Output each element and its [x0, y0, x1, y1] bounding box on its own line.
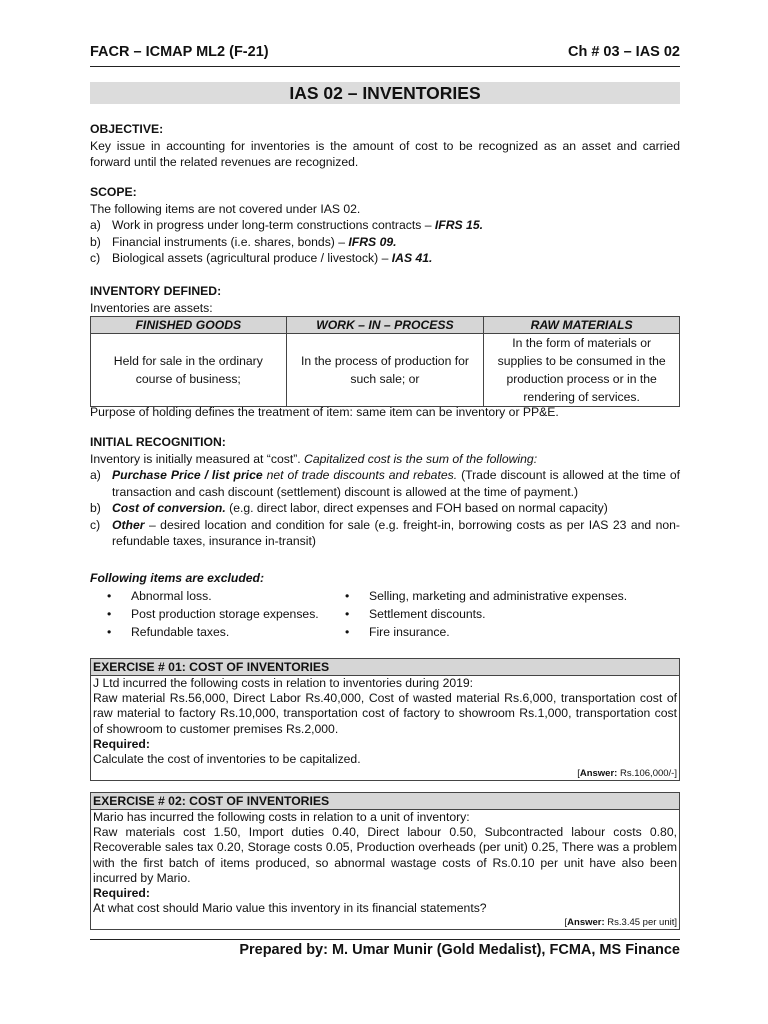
- exercise-2-intro: Mario has incurred the following costs in relation to a unit of inventory:: [93, 810, 470, 824]
- list-marker: c): [90, 517, 101, 532]
- cost-item-italic: net of trade discounts and rebates.: [262, 468, 458, 482]
- cost-item: [90, 500, 680, 517]
- scope-section: [90, 184, 680, 267]
- scope-intro: The following items are not covered under IAS 02.: [90, 201, 361, 216]
- scope-item-ref: IFRS 09.: [348, 234, 397, 249]
- exercise-1-required-label: Required:: [93, 736, 150, 751]
- answer-value: Rs.3.45 per unit: [607, 917, 675, 929]
- scope-item-ref: IFRS 15.: [434, 218, 483, 232]
- list-marker: b): [90, 234, 101, 249]
- excluded-item: • Abnormal loss.: [107, 587, 319, 605]
- list-marker: a): [90, 218, 101, 232]
- exercise-1-box: [90, 658, 680, 781]
- header-course: FACR – ICMAP ML2 (F-21): [90, 44, 269, 60]
- page-footer: Prepared by: M. Umar Munir (Gold Medalist), FCMA, MS Finance: [239, 942, 680, 958]
- inventory-defined-section: [90, 283, 680, 316]
- list-marker: a): [90, 468, 101, 482]
- scope-item-text: Work in progress under long-term constructions contracts –: [112, 218, 435, 232]
- exercise-2-answer: [Answer: Rs.3.45 per unit]: [564, 917, 677, 929]
- cost-item-text: (e.g. direct labor, direct expenses and FOH based on normal capacity): [225, 501, 608, 515]
- scope-item-ref: IAS 41.: [391, 251, 433, 265]
- exercise-1-body: [91, 676, 679, 767]
- exercise-2-required: At what cost should Mario value this inventory in its financial statements?: [93, 901, 487, 916]
- inventory-types-table: [90, 316, 680, 407]
- excluded-list-right: [345, 587, 627, 641]
- scope-item-text: Financial instruments (i.e. shares, bonds) –: [112, 234, 349, 249]
- scope-item: [90, 234, 680, 251]
- cost-item-title: Cost of conversion.: [112, 501, 226, 515]
- table-row: [91, 334, 680, 407]
- exercise-1-intro: J Ltd incurred the following costs in relation to inventories during 2019:: [93, 676, 474, 690]
- column-raw-materials: RAW MATERIALS: [484, 317, 680, 334]
- scope-item: [90, 217, 680, 234]
- excluded-heading-text: Following items are excluded:: [90, 571, 265, 585]
- exercise-2-body: [91, 810, 679, 916]
- exercise-1-text: Raw material Rs.56,000, Direct Labor Rs.40,000, Cost of wasted material Rs.6,000, transportation cost of raw material to factory Rs.10,000, transportation cost of factory to showroom Rs.1,000, transportation cost of showroom to customer premises Rs.2,000.: [93, 691, 677, 736]
- inventory-defined-intro: Inventories are assets:: [90, 300, 213, 315]
- answer-label: Answer:: [567, 917, 605, 929]
- objective-text: Key issue in accounting for inventories is the amount of cost to be recognized as an asset and carried forward until the related revenues are recognized.: [90, 138, 680, 169]
- footer-rule: [90, 939, 680, 940]
- column-finished-goods: FINISHED GOODS: [91, 317, 287, 334]
- cell-work-in-process: In the process of production for such sale; or: [286, 334, 484, 407]
- cost-item-text: – desired location and condition for sale (e.g. freight-in, borrowing costs as per IAS 23 and non-refundable taxes, insurance in-transit): [112, 517, 680, 548]
- page-title: IAS 02 – INVENTORIES: [90, 82, 680, 104]
- excluded-item: • Fire insurance.: [345, 623, 627, 641]
- cost-item-title: Purchase Price / list price: [112, 468, 263, 482]
- scope-heading: SCOPE:: [90, 185, 137, 199]
- exercise-1-required: Calculate the cost of inventories to be capitalized.: [93, 752, 361, 767]
- column-work-in-process: WORK – IN – PROCESS: [286, 317, 484, 334]
- intro-italic: Capitalized cost is the sum of the following:: [304, 451, 538, 466]
- objective-heading: OBJECTIVE:: [90, 122, 164, 136]
- objective-section: [90, 121, 680, 171]
- excluded-item: • Refundable taxes.: [107, 623, 319, 641]
- excluded-item: • Selling, marketing and administrative expenses.: [345, 587, 627, 605]
- list-marker: c): [90, 251, 101, 265]
- answer-label: Answer:: [579, 768, 618, 780]
- exercise-2-title: EXERCISE # 02: COST OF INVENTORIES: [91, 793, 679, 810]
- initial-recognition-heading: INITIAL RECOGNITION:: [90, 435, 226, 449]
- cost-item: [90, 467, 680, 500]
- exercise-2-box: [90, 792, 680, 930]
- inventory-types-table-wrap: [90, 316, 680, 407]
- initial-recognition-section: [90, 434, 680, 550]
- cost-item-text: (Trade discount is allowed at the time of transaction and cash discount (settlement) discount is allowed at the time of payment.): [112, 468, 681, 499]
- inventory-note: Purpose of holding defines the treatment of item: same item can be inventory or PP&E.: [90, 405, 559, 419]
- answer-value: Rs.106,000/-: [619, 768, 675, 780]
- header-chapter: Ch # 03 – IAS 02: [567, 44, 680, 60]
- cell-finished-goods: Held for sale in the ordinary course of business;: [91, 334, 287, 407]
- excluded-item: • Post production storage expenses.: [107, 605, 319, 623]
- cell-raw-materials: In the form of materials or supplies to be consumed in the production process or in the rendering of services.: [484, 334, 680, 407]
- initial-recognition-intro: [90, 451, 680, 468]
- exercise-2-text: Raw materials cost 1.50, Import duties 0.40, Direct labour 0.50, Subcontracted labour costs 0.80, Recoverable sales tax 0.20, Storage costs 0.05, Production overheads (per unit) 0.25, There was a problem with the first batch of items produced, so abnormal wastage costs of Rs.0.10 per unit have also been incurred by Mario.: [93, 825, 677, 885]
- list-marker: b): [90, 501, 101, 515]
- cost-item-title: Other: [112, 517, 145, 532]
- exercise-1-answer: [Answer: Rs.106,000/-]: [577, 768, 677, 780]
- exercise-1-title: EXERCISE # 01: COST OF INVENTORIES: [91, 659, 679, 676]
- excluded-list-left: [107, 587, 319, 641]
- inventory-defined-heading: INVENTORY DEFINED:: [90, 284, 222, 298]
- scope-item-text: Biological assets (agricultural produce / livestock) –: [112, 251, 392, 265]
- cost-item: [90, 517, 680, 550]
- excluded-item: • Settlement discounts.: [345, 605, 627, 623]
- intro-text: Inventory is initially measured at “cost”.: [90, 451, 305, 466]
- header-rule: [90, 66, 680, 67]
- excluded-heading: [90, 570, 680, 587]
- exercise-2-required-label: Required:: [93, 886, 150, 901]
- scope-item: [90, 250, 680, 267]
- page-header: [90, 44, 680, 64]
